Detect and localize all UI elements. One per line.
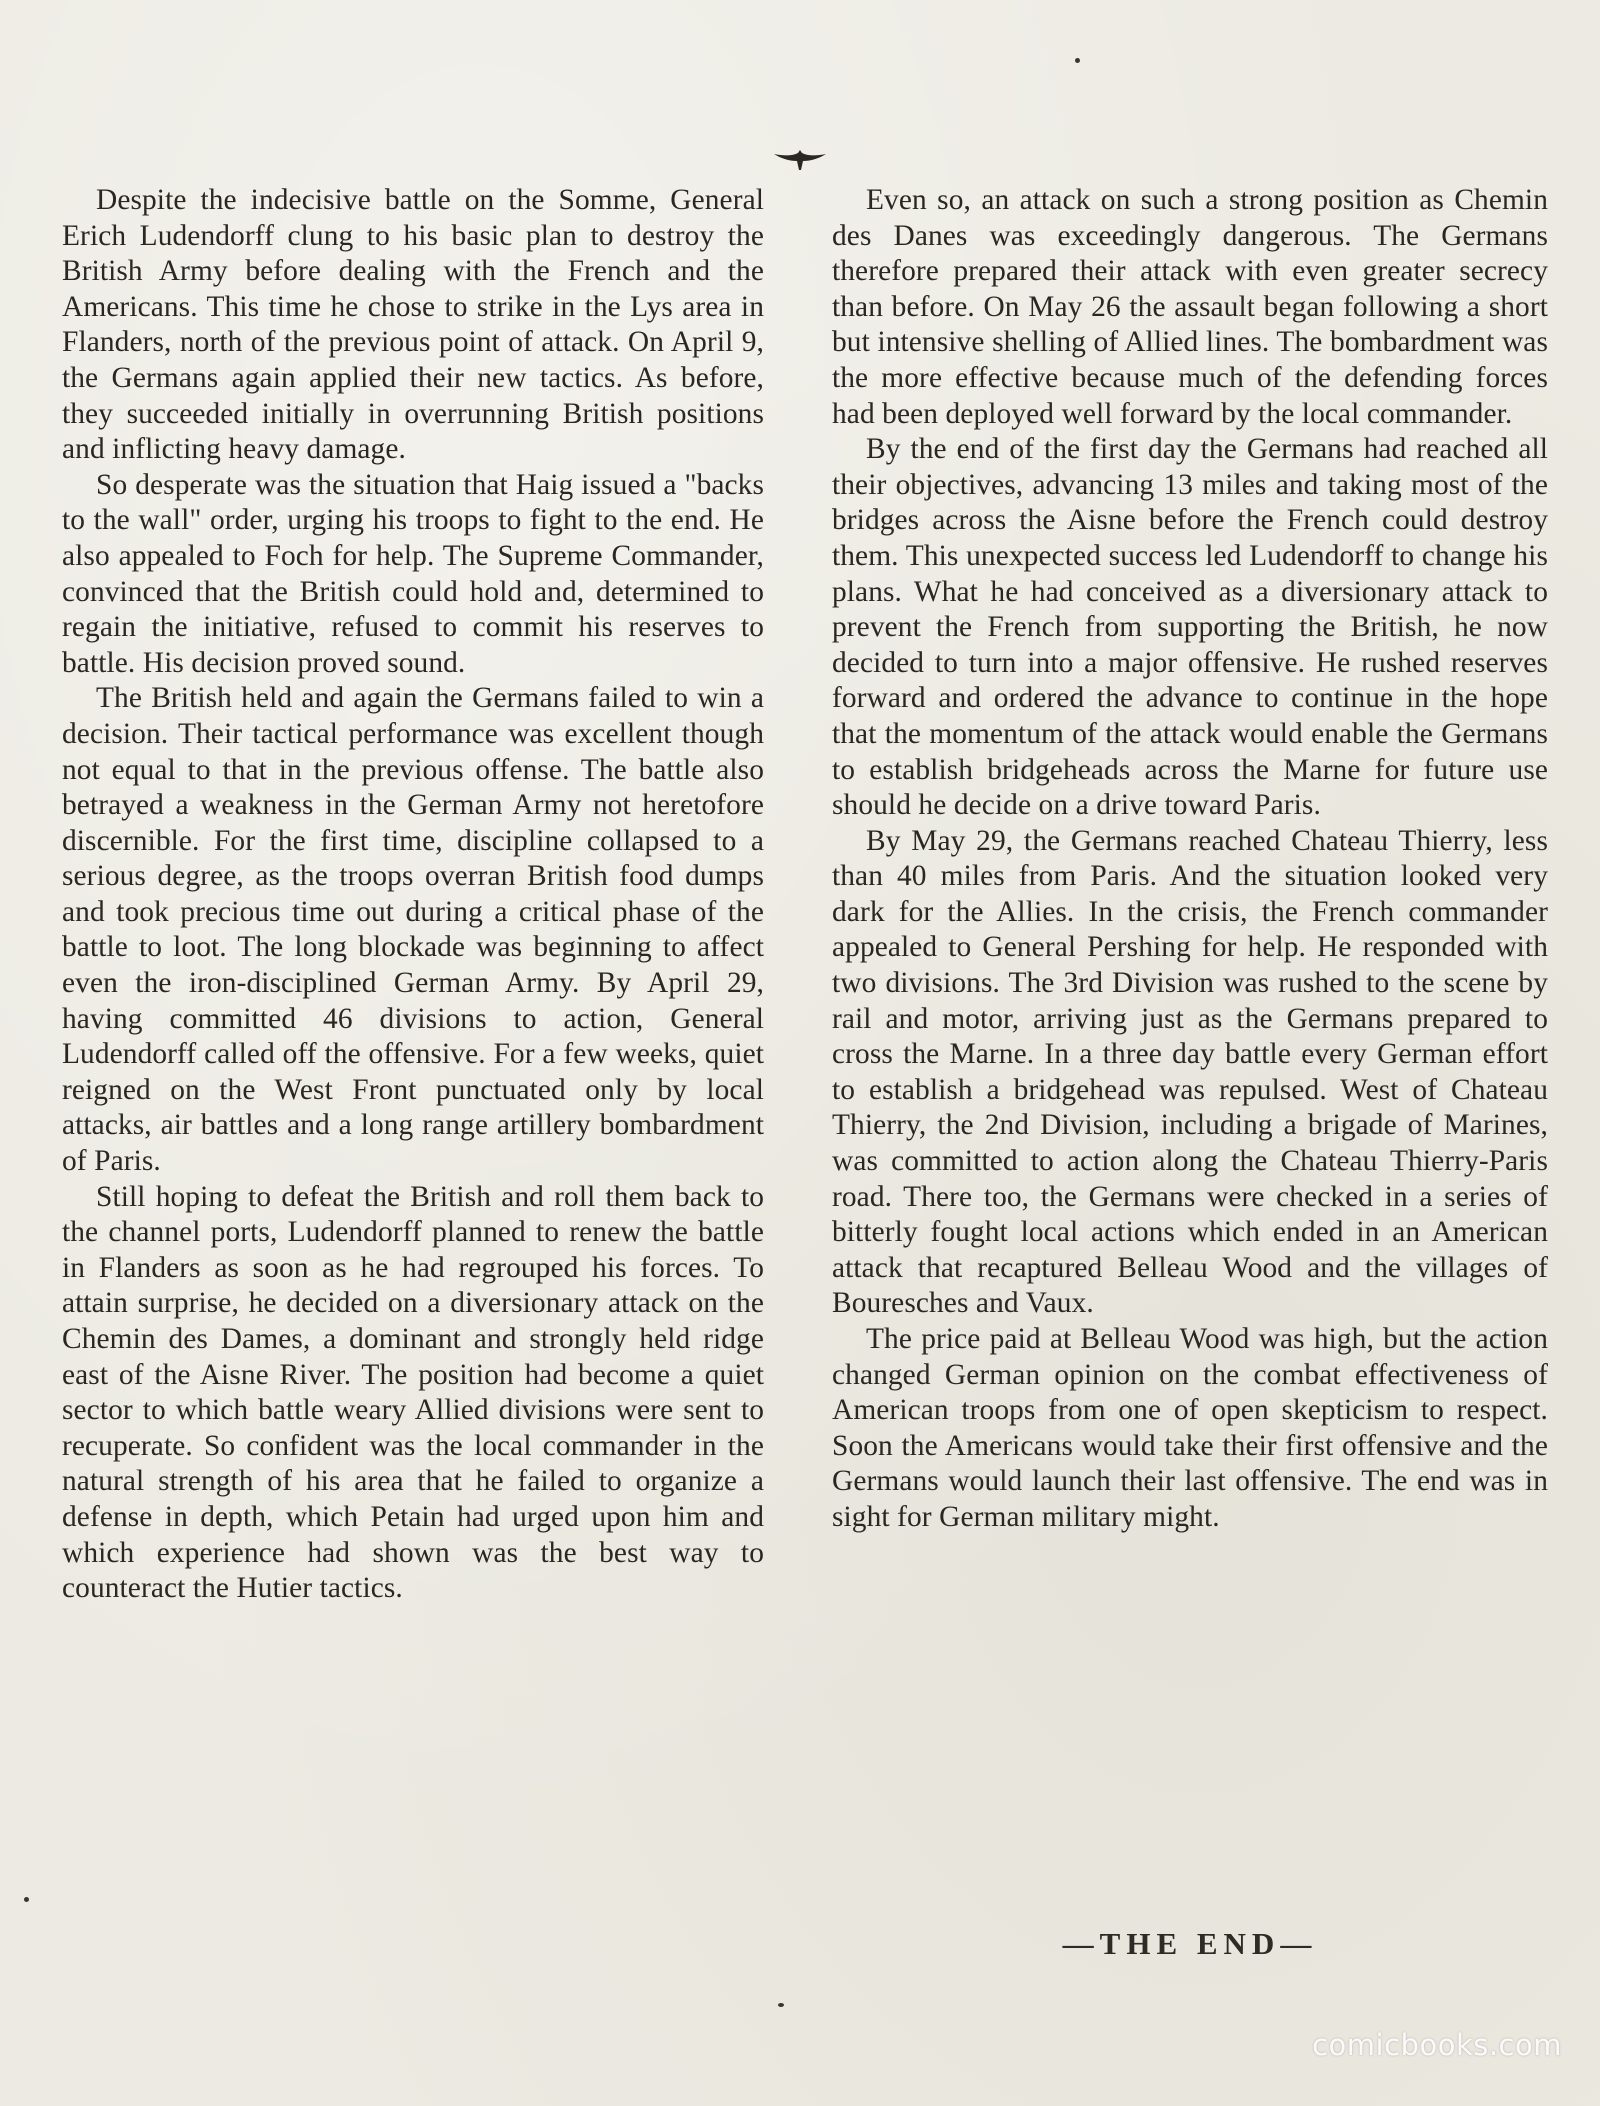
paragraph-aisne-assault: Even so, an attack on such a strong position as Chemin des Danes was exceedingly dangerous. The Germans therefore prepared their attack with even greater secrecy than before. On May 26 the assault began following a short but intensive shelling of Allied lines. The bombardment was the more effective because much of the defending forces had been deployed well forward by the local commander. [832, 184, 1548, 430]
ink-speck [24, 1897, 29, 1902]
paragraph-british-held: The British held and again the Germans failed to win a decision. Their tactical performance was excellent though not equal to that in the previous offense. The battle also betrayed a weakness in the German Army not heretofore discernible. For the first time, discipline collapsed to a serious degree, as the troops overran British food dumps and took precious time out during a critical phase of the battle to loot. The long blockade was beginning to affect even the iron-disciplined German Army. By April 29, having committed 46 divisions to action, General Ludendorff called off the offensive. For a few weeks, quiet reigned on the West Front punctuated only by local attacks, air battles and a long range artillery bombardment of Paris. [62, 682, 764, 1178]
right-column [832, 183, 1548, 1536]
the-end-label: —THE END— [1062, 1926, 1318, 1961]
ink-speck [1075, 58, 1080, 63]
paragraph-lys-offensive: Despite the indecisive battle on the Somme, General Erich Ludendorff clung to his basic plan to destroy the British Army before dealing with the French and the Americans. This time he chose to strike in the Lys area in Flanders, north of the previous point of attack. On April 9, the Germans again applied their new tactics. As before, they succeeded initially in overrunning British positions and inflicting heavy damage. [62, 184, 764, 466]
left-column [62, 183, 764, 1607]
watermark: comicbooks.com [1312, 2028, 1562, 2062]
paragraph-belleau-wood: The price paid at Belleau Wood was high, but the action changed German opinion on the combat effectiveness of American troops from one of open skepticism to respect. Soon the Americans would take their first offensive and the Germans would launch their last offensive. The end was in sight for German military might. [832, 1323, 1548, 1533]
ink-speck [778, 2003, 784, 2007]
eagle-ornament-icon [772, 150, 828, 172]
paragraph-chateau-thierry: By May 29, the Germans reached Chateau Thierry, less than 40 miles from Paris. And the situation looked very dark for the Allies. In the crisis, the French commander appealed to General Pershing for help. He responded with two divisions. The 3rd Division was rushed to the scene by rail and motor, arriving just as the Germans prepared to cross the Marne. In a three day battle every German effort to establish a bridgehead was repulsed. West of Chateau Thierry, the 2nd Division, including a brigade of Marines, was committed to action along the Chateau Thierry-Paris road. There too, the Germans were checked in a series of bitterly fought local actions which ended in an American attack that recaptured Belleau Wood and the villages of Bouresches and Vaux. [832, 824, 1548, 1320]
paragraph-chemin-des-dames-plan: Still hoping to defeat the British and roll them back to the channel ports, Ludendorff planned to renew the battle in Flanders as soon as he had regrouped his forces. To attain surprise, he decided on a diversionary attack on the Chemin des Dames, a dominant and strongly held ridge east of the Aisne River. The position had become a quiet sector to which battle weary Allied divisions were sent to recuperate. So confident was the local commander in the natural strength of his area that he failed to organize a defense in depth, which Petain had urged upon him and which experience had shown was the best way to counteract the Hutier tactics. [62, 1180, 764, 1605]
paragraph-backs-to-the-wall: So desperate was the situation that Haig issued a "backs to the wall" order, urging his troops to fight to the end. He also appealed to Foch for help. The Supreme Commander, convinced that the British could hold and, determined to regain the initiative, refused to commit his reserves to battle. His decision proved sound. [62, 468, 764, 679]
paragraph-first-day: By the end of the first day the Germans had reached all their objectives, advancing 13 miles and taking most of the bridges across the Aisne before the French could destroy them. This unexpected success led Ludendorff to change his plans. What he had conceived as a diversionary attack to prevent the French from supporting the British, he now decided to turn into a major offensive. He rushed reserves forward and ordered the advance to continue in the hope that the momentum of the attack would enable the Germans to establish bridgeheads across the Marne for future use should he decide on a drive toward Paris. [832, 433, 1548, 822]
